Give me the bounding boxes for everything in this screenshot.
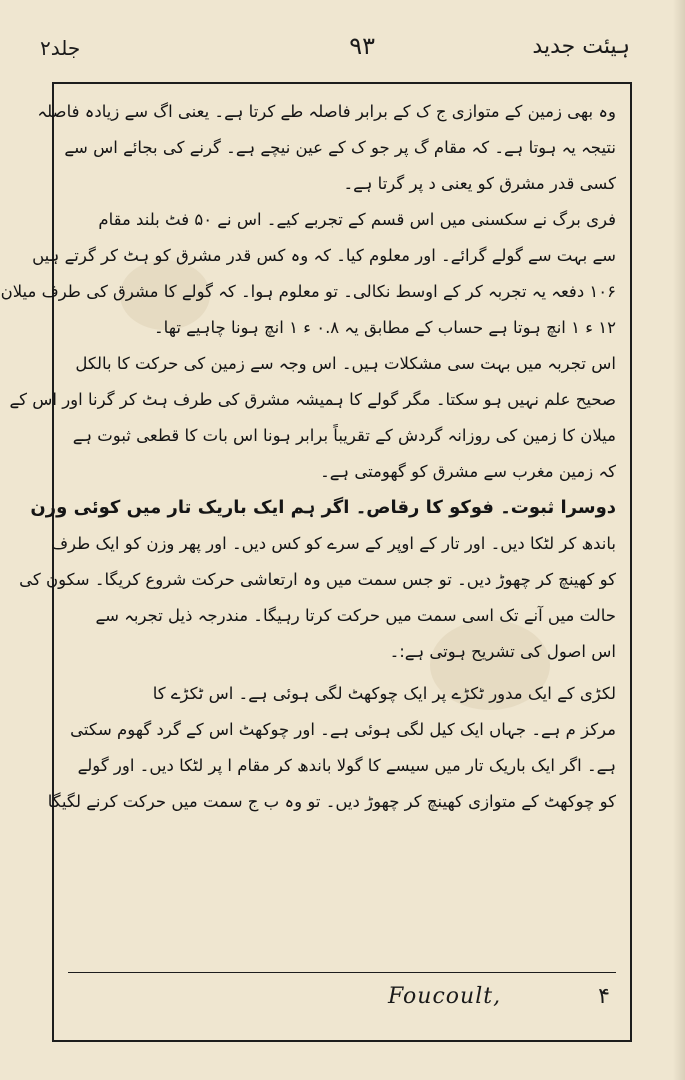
text-line: ۱۲ ء ۱ انچ ہوتا ہے حساب کے مطابق یہ ۰.۸ ء ۱ انچ ہونا چاہیے تھا۔ [154, 318, 616, 337]
body-text [0, 94, 616, 820]
text-line: کسی قدر مشرق کو یعنی د پر گرتا ہے۔ [343, 174, 616, 193]
footnote-marker: ۴ [598, 984, 610, 1009]
text-line: اس اصول کی تشریح ہوتی ہے:۔ [389, 642, 616, 661]
text-line: کہ زمین مغرب سے مشرق کو گھومتی ہے۔ [320, 462, 616, 481]
page-edge [673, 0, 685, 1080]
text-line: لکڑی کے ایک مدور ٹکڑے پر ایک چوکھٹ لگی ہوئی ہے۔ اس ٹکڑے کا [152, 684, 616, 703]
text-line: ۱۰۶ دفعہ یہ تجربہ کر کے اوسط نکالی۔ تو معلوم ہوا۔ کہ گولے کا مشرق کی طرف میلان [0, 282, 616, 301]
footnote-text: Foucoult, [388, 984, 502, 1009]
text-line: باندھ کر لٹکا دیں۔ اور تار کے اوپر کے سرے کو کس دیں۔ اور پھر وزن کو ایک طرف [50, 534, 616, 553]
text-line: کو چوکھٹ کے متوازی کھینچ کر چھوڑ دیں۔ تو وہ ب ج سمت میں حرکت کرنے لگیگا [47, 792, 616, 811]
text-line: اس تجربہ میں بہت سی مشکلات ہیں۔ اس وجہ سے زمین کی حرکت کا بالکل [75, 354, 616, 373]
running-head [40, 30, 640, 70]
text-line: فری برگ نے سکسنی میں اس قسم کے تجربے کیے۔ اس نے ۵۰ فٹ بلند مقام [98, 210, 616, 229]
section-heading-line: دوسرا ثبوت۔ فوکو کا رقاص۔ اگر ہم ایک باریک تار میں کوئی وزن [30, 497, 616, 518]
book-title: ہیئت جدید [532, 34, 630, 59]
text-line: وہ بھی زمین کے متوازی ج ک کے برابر فاصلہ طے کرتا ہے۔ یعنی اگ سے زیادہ فاصلہ [37, 102, 616, 121]
text-line: صحیح علم نہیں ہو سکتا۔ مگر گولے کا ہمیشہ مشرق کی طرف ہٹ کر گرنا اور اس کے [9, 390, 616, 409]
text-line: ہے۔ اگر ایک باریک تار میں سیسے کا گولا باندھ کر مقام ا پر لٹکا دیں۔ اور گولے [77, 756, 616, 775]
text-line: نتیجہ یہ ہوتا ہے۔ کہ مقام گ پر جو ک کے عین نیچے ہے۔ گرنے کی بجائے اس سے [64, 138, 616, 157]
text-line: مرکز م ہے۔ جہاں ایک کیل لگی ہوئی ہے۔ اور چوکھٹ اس کے گرد گھوم سکتی [70, 720, 616, 739]
text-line: میلان کا زمین کی روزانہ گردش کے تقریباً برابر ہونا اس بات کا قطعی ثبوت ہے [72, 426, 616, 445]
text-line: سے بہت سے گولے گرائے۔ اور معلوم کیا۔ کہ وہ کس قدر مشرق کو ہٹ کر گرتے ہیں [32, 246, 616, 265]
text-line: حالت میں آنے تک اسی سمت میں حرکت کرتا رہیگا۔ مندرجہ ذیل تجربہ سے [95, 606, 616, 625]
footnote [68, 982, 616, 1022]
volume-label: جلد۲ [40, 36, 81, 60]
footnote-divider [68, 972, 616, 973]
text-line: کو کھینچ کر چھوڑ دیں۔ تو جس سمت میں وہ ارتعاشی حرکت شروع کریگا۔ سکون کی [19, 570, 616, 589]
page-number: ۹۳ [349, 32, 375, 60]
text-frame [0, 82, 632, 1042]
